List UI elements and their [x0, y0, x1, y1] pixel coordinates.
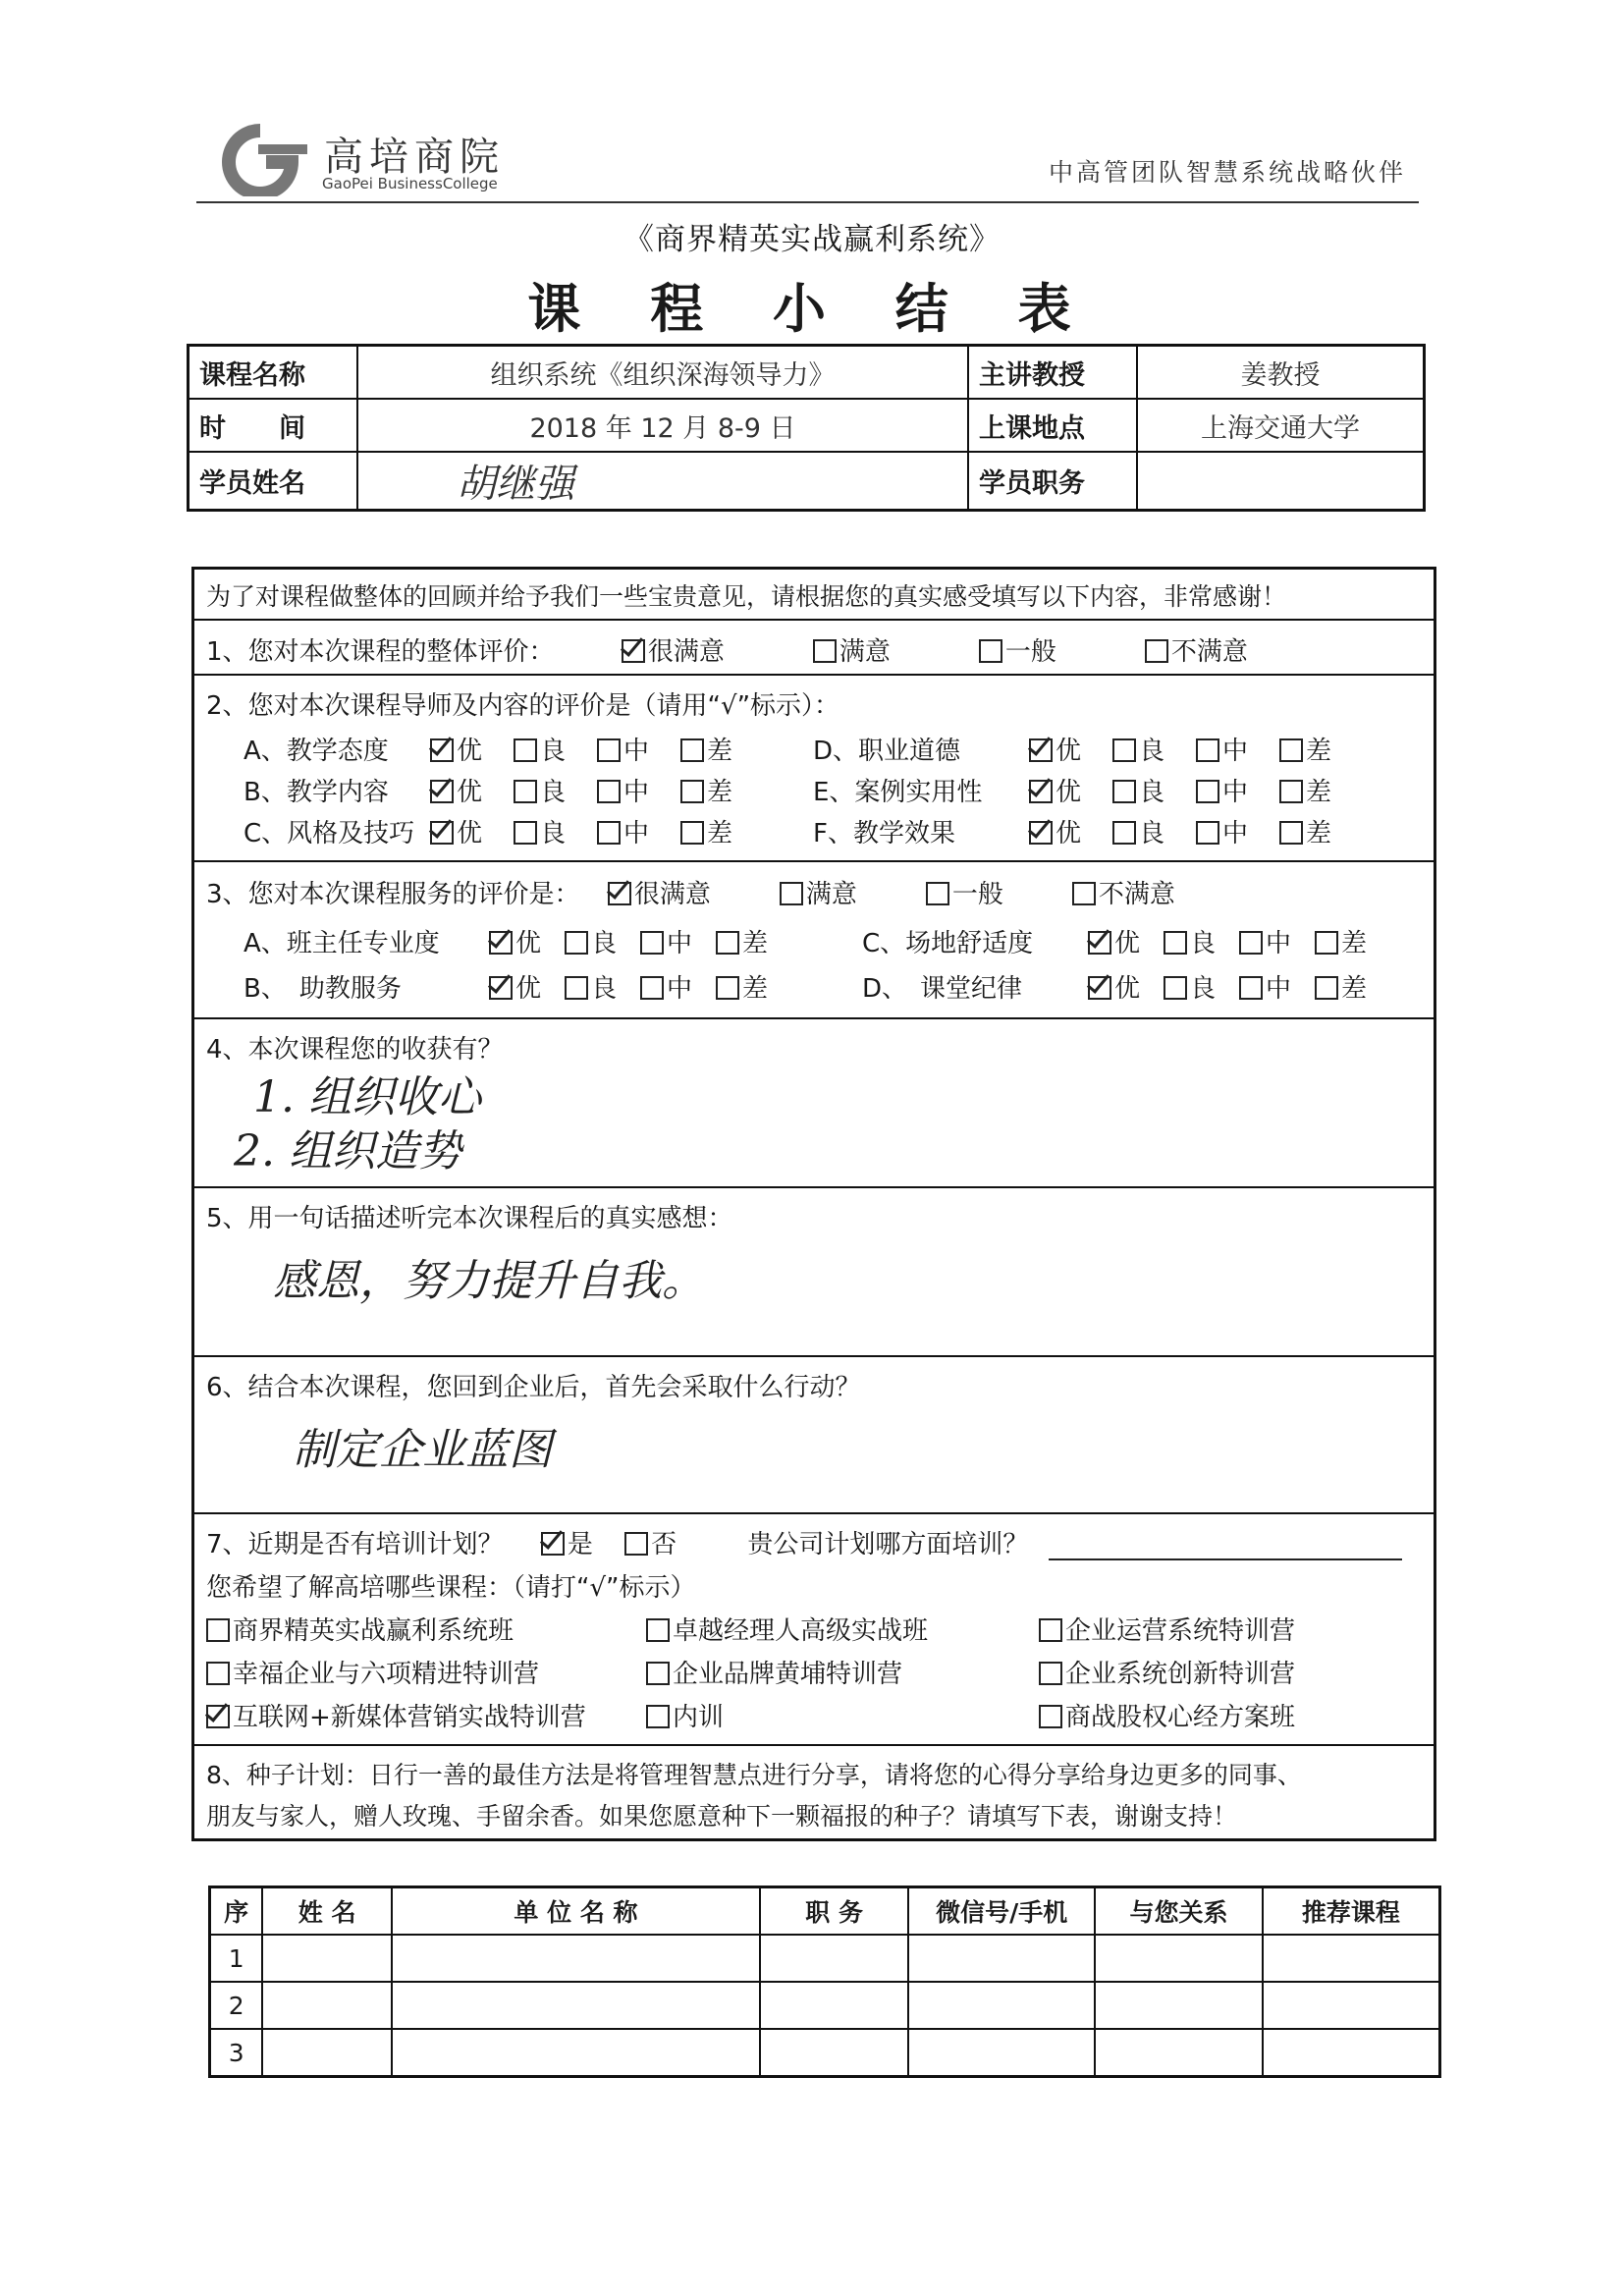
- q2-rating-option-checkbox[interactable]: [680, 738, 704, 762]
- q3-rating-option[interactable]: [640, 968, 692, 1005]
- q2-rating-option-label: 差: [1306, 737, 1332, 766]
- q3-rating-option[interactable]: [716, 968, 768, 1005]
- q3-option-checkbox[interactable]: [1072, 882, 1096, 905]
- referral-column-header: 序: [210, 1887, 263, 1936]
- q1-option-label: 满意: [839, 637, 891, 667]
- referral-input-cell[interactable]: [1263, 1982, 1440, 2029]
- q1-option-checkbox[interactable]: [813, 639, 837, 663]
- q2-rating-option[interactable]: [1112, 813, 1164, 849]
- q3-rating-option-label: 优: [515, 929, 542, 958]
- lecturer-value: 姜教授: [1137, 346, 1425, 400]
- student-position-label: 学员职务: [968, 452, 1137, 511]
- q2-rating-option-checkbox[interactable]: [680, 821, 704, 845]
- referral-row-number: 3: [210, 2029, 263, 2077]
- q7-course-option-label: 企业系统创新特训营: [1065, 1660, 1296, 1689]
- q3-rating-option-checkbox[interactable]: [640, 976, 664, 1000]
- q7-course-option-checkbox[interactable]: [206, 1618, 230, 1642]
- q7-course-option-label: 幸福企业与六项精进特训营: [233, 1660, 540, 1689]
- q2-rating-option-label: 中: [623, 737, 650, 766]
- survey-form: [191, 567, 1436, 1841]
- student-position-field[interactable]: [1137, 452, 1425, 511]
- q2-rating-option[interactable]: [597, 772, 649, 808]
- q2-rating-option-checkbox[interactable]: [1279, 738, 1303, 762]
- student-name-field[interactable]: 胡继强: [357, 452, 968, 511]
- q7-course-option-checkbox[interactable]: [206, 1705, 230, 1728]
- referral-table-header: [210, 1887, 1440, 1936]
- header-divider: [196, 201, 1419, 203]
- q2-rating-option-label: 优: [457, 778, 483, 807]
- q7-course-option[interactable]: [206, 1611, 514, 1647]
- q7-course-option[interactable]: [646, 1611, 928, 1647]
- q7-no-option[interactable]: 否: [624, 1524, 677, 1560]
- q2-rating-option-label: 优: [1056, 778, 1082, 807]
- q7-course-option-label: 企业运营系统特训营: [1065, 1616, 1296, 1646]
- q7-no-checkbox[interactable]: [624, 1532, 648, 1556]
- q2-criterion-label: F、教学效果: [813, 819, 955, 848]
- q2-rating-option-checkbox[interactable]: [1112, 738, 1136, 762]
- q7-course-row: [1039, 1611, 1319, 1647]
- q3-option-label: 一般: [951, 880, 1003, 909]
- q2-rating-option[interactable]: [680, 731, 732, 767]
- q2-rating-option-checkbox[interactable]: [514, 738, 537, 762]
- time-label: 时 间: [189, 399, 358, 452]
- q2-rating-option-label: 差: [707, 819, 733, 848]
- q2-rating-option-checkbox[interactable]: [597, 821, 621, 845]
- q2-rating-option-label: 中: [1222, 737, 1249, 766]
- referral-row-number: 1: [210, 1935, 263, 1982]
- document-title: 课 程 小 结 表: [527, 278, 1097, 340]
- q3-option[interactable]: [780, 874, 857, 910]
- q3-rating-option-checkbox[interactable]: [1088, 931, 1111, 955]
- q1-option-label: 很满意: [647, 637, 725, 667]
- q2-rating-row: [244, 731, 764, 767]
- q3-rating-option[interactable]: [640, 923, 692, 959]
- q3-rating-option-checkbox[interactable]: [1315, 976, 1338, 1000]
- referral-input-cell[interactable]: [262, 1935, 391, 1982]
- q3-rating-row: [244, 968, 791, 1005]
- referral-input-cell[interactable]: [1263, 2029, 1440, 2077]
- q5-section: [194, 1186, 1434, 1357]
- q2-rating-option-checkbox[interactable]: [514, 780, 537, 803]
- q2-rating-option-label: 差: [707, 778, 733, 807]
- q2-rating-option-label: 良: [1139, 819, 1165, 848]
- q2-rating-option[interactable]: [430, 731, 482, 767]
- q2-rating-option-checkbox[interactable]: [430, 780, 454, 803]
- q3-criterion-label: A、班主任专业度: [244, 929, 440, 958]
- q3-section: [194, 860, 1434, 1019]
- q3-rating-option-checkbox[interactable]: [1239, 931, 1263, 955]
- q2-rating-option-label: 良: [1139, 778, 1165, 807]
- referral-table-row: [210, 2029, 1440, 2077]
- q3-rating-option-checkbox[interactable]: [1315, 931, 1338, 955]
- q3-rating-option[interactable]: [565, 968, 617, 1005]
- survey-intro: 为了对课程做整体的回顾并给予我们一些宝贵意见，请根据您的真实感受填写以下内容，非常感谢！: [206, 582, 1287, 611]
- q2-rating-option-checkbox[interactable]: [1029, 780, 1053, 803]
- q2-criterion-label: C、风格及技巧: [244, 819, 415, 848]
- q7-plan-field[interactable]: [1049, 1537, 1402, 1560]
- q7-course-option-label: 企业品牌黄埔特训营: [673, 1660, 903, 1689]
- q3-criterion-label: B、 助教服务: [244, 974, 402, 1004]
- q3-rating-option-checkbox[interactable]: [1239, 976, 1263, 1000]
- referral-column-header: 推荐课程: [1263, 1887, 1440, 1936]
- q7-course-row: [206, 1611, 537, 1647]
- q7-course-option-checkbox[interactable]: [1039, 1662, 1062, 1685]
- q2-rating-option-checkbox[interactable]: [514, 821, 537, 845]
- q3-rating-option-checkbox[interactable]: [1164, 976, 1187, 1000]
- q2-rating-option-checkbox[interactable]: [1279, 780, 1303, 803]
- referral-input-cell[interactable]: [392, 1982, 760, 2029]
- q3-rating-option-checkbox[interactable]: [489, 976, 513, 1000]
- referral-column-header: 职 务: [760, 1887, 908, 1936]
- location-label: 上课地点: [968, 399, 1137, 452]
- q2-rating-option-label: 良: [1139, 737, 1165, 766]
- q7-course-option[interactable]: [1039, 1697, 1295, 1733]
- q2-rating-option[interactable]: [430, 813, 482, 849]
- q2-criterion-label: D、职业道德: [813, 737, 961, 766]
- q2-rating-option-label: 中: [1222, 819, 1249, 848]
- q2-rating-option-checkbox[interactable]: [1196, 821, 1219, 845]
- q2-rating-option[interactable]: [680, 772, 732, 808]
- q7-course-row: [646, 1654, 926, 1690]
- q1-options: [622, 637, 1336, 667]
- referral-table-row: [210, 1935, 1440, 1982]
- q3-rating-option-checkbox[interactable]: [565, 976, 588, 1000]
- q7-course-row: [1039, 1654, 1319, 1690]
- referral-input-cell[interactable]: [262, 1982, 391, 2029]
- q2-rating-option-label: 中: [623, 778, 650, 807]
- gaopei-logo-icon: [201, 123, 319, 196]
- tagline: 中高管团队智慧系统战略伙伴: [1049, 158, 1407, 187]
- q2-rating-option[interactable]: [1029, 731, 1081, 767]
- q7-yes-checkbox[interactable]: [541, 1532, 565, 1556]
- q2-rating-option[interactable]: [1112, 772, 1164, 808]
- q7-course-row: [206, 1654, 563, 1690]
- q2-rating-option[interactable]: [1196, 772, 1248, 808]
- brand-name-cn: 高培商院: [324, 135, 505, 180]
- q3-rating-row: [862, 968, 1390, 1005]
- q6-answer[interactable]: 制定企业蓝图: [293, 1425, 552, 1475]
- q3-rating-option[interactable]: [565, 923, 617, 959]
- q3-rating-option-label: 差: [1341, 929, 1368, 958]
- q3-rating-option-label: 中: [1266, 974, 1292, 1004]
- student-name-label: 学员姓名: [189, 452, 358, 511]
- q2-rating-option[interactable]: [514, 772, 566, 808]
- q3-rating-option-label: 差: [1341, 974, 1368, 1004]
- q3-rating-row: [244, 923, 791, 959]
- location-value: 上海交通大学: [1137, 399, 1425, 452]
- q4-section: [194, 1017, 1434, 1188]
- referral-input-cell[interactable]: [392, 1935, 760, 1982]
- q8-text-2: 朋友与家人，赠人玫瑰、手留余香。如果您愿意种下一颗福报的种子？请填写下表，谢谢支持！: [206, 1802, 1238, 1831]
- q3-criterion-label: C、场地舒适度: [862, 929, 1034, 958]
- q3-rating-option-checkbox[interactable]: [565, 931, 588, 955]
- q3-rating-option-checkbox[interactable]: [1164, 931, 1187, 955]
- q2-rating-option-label: 优: [457, 819, 483, 848]
- q7-yes-option[interactable]: 是: [541, 1524, 593, 1560]
- q2-rating-option-label: 优: [1056, 737, 1082, 766]
- q3-rating-option-checkbox[interactable]: [489, 931, 513, 955]
- q3-options: [608, 880, 1244, 909]
- q1-option-checkbox[interactable]: [979, 639, 1002, 663]
- q3-option[interactable]: [608, 874, 711, 910]
- course-name-value: 组织系统《组织深海领导力》: [357, 346, 968, 400]
- q2-criterion-label: B、教学内容: [244, 778, 389, 807]
- q3-rating-option-label: 良: [1190, 929, 1217, 958]
- q7-course-option-label: 商界精英实战赢利系统班: [233, 1616, 514, 1646]
- q2-rating-option[interactable]: [514, 813, 566, 849]
- q7-courses-label: 您希望了解高培哪些课程：（请打“√”标示）: [206, 1573, 696, 1603]
- q2-rating-row: [813, 731, 1363, 767]
- q2-criterion-label: E、案例实用性: [813, 778, 983, 807]
- q7-section: [194, 1512, 1434, 1746]
- q2-rating-option[interactable]: [1196, 731, 1248, 767]
- q2-rating-option-checkbox[interactable]: [680, 780, 704, 803]
- document-subtitle: 《商界精英实战赢利系统》: [623, 222, 1001, 257]
- q2-rating-option-label: 差: [707, 737, 733, 766]
- q2-rating-option[interactable]: [1029, 772, 1081, 808]
- q7-course-option-label: 商战股权心经方案班: [1065, 1703, 1296, 1732]
- referral-input-cell[interactable]: [1095, 2029, 1262, 2077]
- q3-rating-option[interactable]: [489, 968, 541, 1005]
- q3-rating-option[interactable]: [716, 923, 768, 959]
- q2-rating-option-label: 差: [1306, 778, 1332, 807]
- q2-rating-option[interactable]: [514, 731, 566, 767]
- referral-table: [208, 1886, 1441, 2078]
- q3-rating-option[interactable]: [1164, 968, 1216, 1005]
- q2-rating-option[interactable]: [1279, 731, 1331, 767]
- referral-column-header: 姓 名: [262, 1887, 391, 1936]
- q1-option-checkbox[interactable]: [622, 639, 645, 663]
- q1-label: 1、您对本次课程的整体评价：: [206, 637, 555, 667]
- q2-rating-option-checkbox[interactable]: [430, 738, 454, 762]
- q2-rating-option-checkbox[interactable]: [1112, 780, 1136, 803]
- q2-rating-option-label: 良: [540, 778, 567, 807]
- q7-course-option-checkbox[interactable]: [646, 1618, 670, 1642]
- q4-answer-2[interactable]: 2. 组织造势: [234, 1126, 461, 1176]
- q2-label: 2、您对本次课程导师及内容的评价是（请用“√”标示）：: [206, 691, 840, 721]
- q7-course-option[interactable]: [646, 1654, 902, 1690]
- q3-option[interactable]: [926, 874, 1003, 910]
- q7-course-option-checkbox[interactable]: [1039, 1618, 1062, 1642]
- q7-plan-label: 贵公司计划哪方面培训？: [747, 1530, 1029, 1559]
- survey-intro-row: [194, 570, 1434, 621]
- q3-rating-option-label: 优: [1114, 929, 1141, 958]
- q7-label: 7、近期是否有培训计划？: [206, 1530, 504, 1559]
- q7-course-option-checkbox[interactable]: [646, 1705, 670, 1728]
- referral-input-cell[interactable]: [908, 1982, 1095, 2029]
- q2-rating-option-label: 中: [1222, 778, 1249, 807]
- q3-rating-option[interactable]: [489, 923, 541, 959]
- q3-rating-option[interactable]: [1315, 968, 1367, 1005]
- q2-rating-option-checkbox[interactable]: [1196, 780, 1219, 803]
- q2-rating-option-checkbox[interactable]: [1029, 738, 1053, 762]
- q2-rating-option-checkbox[interactable]: [1029, 821, 1053, 845]
- q7-course-option-label: 互联网+新媒体营销实战特训营: [233, 1703, 586, 1732]
- lecturer-label: 主讲教授: [968, 346, 1137, 400]
- q7-course-option-checkbox[interactable]: [1039, 1705, 1062, 1728]
- q2-rating-option-label: 优: [1056, 819, 1082, 848]
- q3-rating-option[interactable]: [1239, 968, 1291, 1005]
- q2-rating-option[interactable]: [1279, 813, 1331, 849]
- referral-input-cell[interactable]: [1095, 1982, 1262, 2029]
- referral-table-row: [210, 1982, 1440, 2029]
- q2-rating-option[interactable]: [597, 731, 649, 767]
- q2-rating-option-label: 差: [1306, 819, 1332, 848]
- q3-option-checkbox[interactable]: [926, 882, 949, 905]
- q2-rating-option-checkbox[interactable]: [1112, 821, 1136, 845]
- q6-label: 6、结合本次课程，您回到企业后，首先会采取什么行动？: [206, 1373, 861, 1402]
- q7-course-row: [206, 1697, 610, 1733]
- q7-course-option[interactable]: [206, 1654, 539, 1690]
- q3-rating-option[interactable]: [1239, 923, 1291, 959]
- q3-rating-option-checkbox[interactable]: [1088, 976, 1111, 1000]
- q3-label: 3、您对本次课程服务的评价是：: [206, 880, 580, 909]
- q3-rating-option-label: 中: [1266, 929, 1292, 958]
- q3-option-label: 很满意: [633, 880, 711, 909]
- referral-input-cell[interactable]: [1095, 1935, 1262, 1982]
- q2-rating-option-label: 良: [540, 819, 567, 848]
- q2-rating-row: [813, 813, 1363, 849]
- q3-rating-option-label: 优: [1114, 974, 1141, 1004]
- referral-input-cell[interactable]: [760, 1982, 908, 2029]
- q2-rating-option[interactable]: [1279, 772, 1331, 808]
- q3-rating-option-label: 中: [667, 929, 693, 958]
- q7-course-row: [646, 1611, 951, 1647]
- q3-rating-option-label: 良: [591, 929, 618, 958]
- q3-rating-row: [862, 923, 1390, 959]
- referral-input-cell[interactable]: [760, 2029, 908, 2077]
- q7-course-option[interactable]: [206, 1697, 586, 1733]
- referral-row-number: 2: [210, 1982, 263, 2029]
- q2-rating-option[interactable]: [680, 813, 732, 849]
- q2-rating-option-checkbox[interactable]: [1196, 738, 1219, 762]
- q3-rating-option-checkbox[interactable]: [716, 931, 739, 955]
- q2-rating-option-label: 良: [540, 737, 567, 766]
- q8-text-1: 8、种子计划：日行一善的最佳方法是将管理智慧点进行分享，请将您的心得分享给身边更多的同事、: [206, 1761, 1302, 1789]
- brand-name-en: GaoPei BusinessCollege: [322, 175, 498, 192]
- q3-criterion-label: D、 课堂纪律: [862, 974, 1023, 1004]
- q2-criterion-label: A、教学态度: [244, 737, 389, 766]
- q3-rating-option-label: 差: [742, 974, 769, 1004]
- course-info-table: [187, 344, 1426, 512]
- q7-course-option-label: 卓越经理人高级实战班: [673, 1616, 929, 1646]
- q6-section: [194, 1355, 1434, 1514]
- q7-course-option[interactable]: [1039, 1611, 1295, 1647]
- time-value: 2018 年 12 月 8-9 日: [357, 399, 968, 452]
- q7-course-option[interactable]: [1039, 1654, 1295, 1690]
- q3-rating-option[interactable]: [1088, 923, 1140, 959]
- q1-option[interactable]: [813, 631, 891, 668]
- q3-rating-option-checkbox[interactable]: [716, 976, 739, 1000]
- q7-course-option-checkbox[interactable]: [646, 1662, 670, 1685]
- q2-rating-option[interactable]: [430, 772, 482, 808]
- q3-rating-option-label: 差: [742, 929, 769, 958]
- q1-option-checkbox[interactable]: [1145, 639, 1168, 663]
- q4-label: 4、本次课程您的收获有？: [206, 1035, 504, 1065]
- referral-column-header: 微信号/手机: [908, 1887, 1095, 1936]
- referral-input-cell[interactable]: [262, 2029, 391, 2077]
- course-name-label: 课程名称: [189, 346, 358, 400]
- q7-course-option-label: 内训: [673, 1703, 725, 1732]
- q3-option-label: 不满意: [1098, 880, 1175, 909]
- q1-option[interactable]: [1145, 631, 1248, 668]
- referral-input-cell[interactable]: [760, 1935, 908, 1982]
- referral-input-cell[interactable]: [908, 2029, 1095, 2077]
- q2-rating-row: [813, 772, 1363, 808]
- q1-option[interactable]: [622, 631, 725, 668]
- q3-rating-option[interactable]: [1164, 923, 1216, 959]
- q2-rating-option-checkbox[interactable]: [1279, 821, 1303, 845]
- q5-answer[interactable]: 感恩，努力提升自我。: [273, 1256, 705, 1306]
- q3-rating-option[interactable]: [1088, 968, 1140, 1005]
- q8-section: [194, 1744, 1434, 1838]
- q5-label: 5、用一句话描述听完本次课程后的真实感想：: [206, 1204, 733, 1233]
- q3-option[interactable]: [1072, 874, 1175, 910]
- q1-option[interactable]: [979, 631, 1056, 668]
- q3-option-checkbox[interactable]: [780, 882, 803, 905]
- q2-rating-option[interactable]: [1112, 731, 1164, 767]
- q2-rating-option-checkbox[interactable]: [597, 738, 621, 762]
- q3-rating-option-label: 良: [1190, 974, 1217, 1004]
- q3-rating-option[interactable]: [1315, 923, 1367, 959]
- q2-rating-option-label: 中: [623, 819, 650, 848]
- q3-rating-option-label: 中: [667, 974, 693, 1004]
- q1-section: [194, 619, 1434, 676]
- q2-rating-option-label: 优: [457, 737, 483, 766]
- referral-input-cell[interactable]: [392, 2029, 760, 2077]
- q3-rating-option-label: 优: [515, 974, 542, 1004]
- q2-rating-option-checkbox[interactable]: [430, 821, 454, 845]
- q2-rating-option[interactable]: [1196, 813, 1248, 849]
- q7-course-row: [1039, 1697, 1319, 1733]
- q7-course-option[interactable]: [646, 1697, 724, 1733]
- referral-column-header: 与您关系: [1095, 1887, 1262, 1936]
- q1-option-label: 一般: [1004, 637, 1056, 667]
- q2-rating-option[interactable]: [1029, 813, 1081, 849]
- q2-rating-row: [244, 772, 764, 808]
- q4-answer-1[interactable]: 1. 组织收心: [253, 1072, 481, 1122]
- q2-section: [194, 674, 1434, 862]
- referral-column-header: 单 位 名 称: [392, 1887, 760, 1936]
- q3-option-label: 满意: [805, 880, 857, 909]
- q3-rating-option-label: 良: [591, 974, 618, 1004]
- q3-option-checkbox[interactable]: [608, 882, 631, 905]
- q1-option-label: 不满意: [1170, 637, 1248, 667]
- q7-course-row: [646, 1697, 747, 1733]
- q2-rating-row: [244, 813, 764, 849]
- q7-course-option-checkbox[interactable]: [206, 1662, 230, 1685]
- q2-rating-option[interactable]: [597, 813, 649, 849]
- referral-input-cell[interactable]: [1263, 1935, 1440, 1982]
- q3-rating-option-checkbox[interactable]: [640, 931, 664, 955]
- q2-rating-option-checkbox[interactable]: [597, 780, 621, 803]
- referral-input-cell[interactable]: [908, 1935, 1095, 1982]
